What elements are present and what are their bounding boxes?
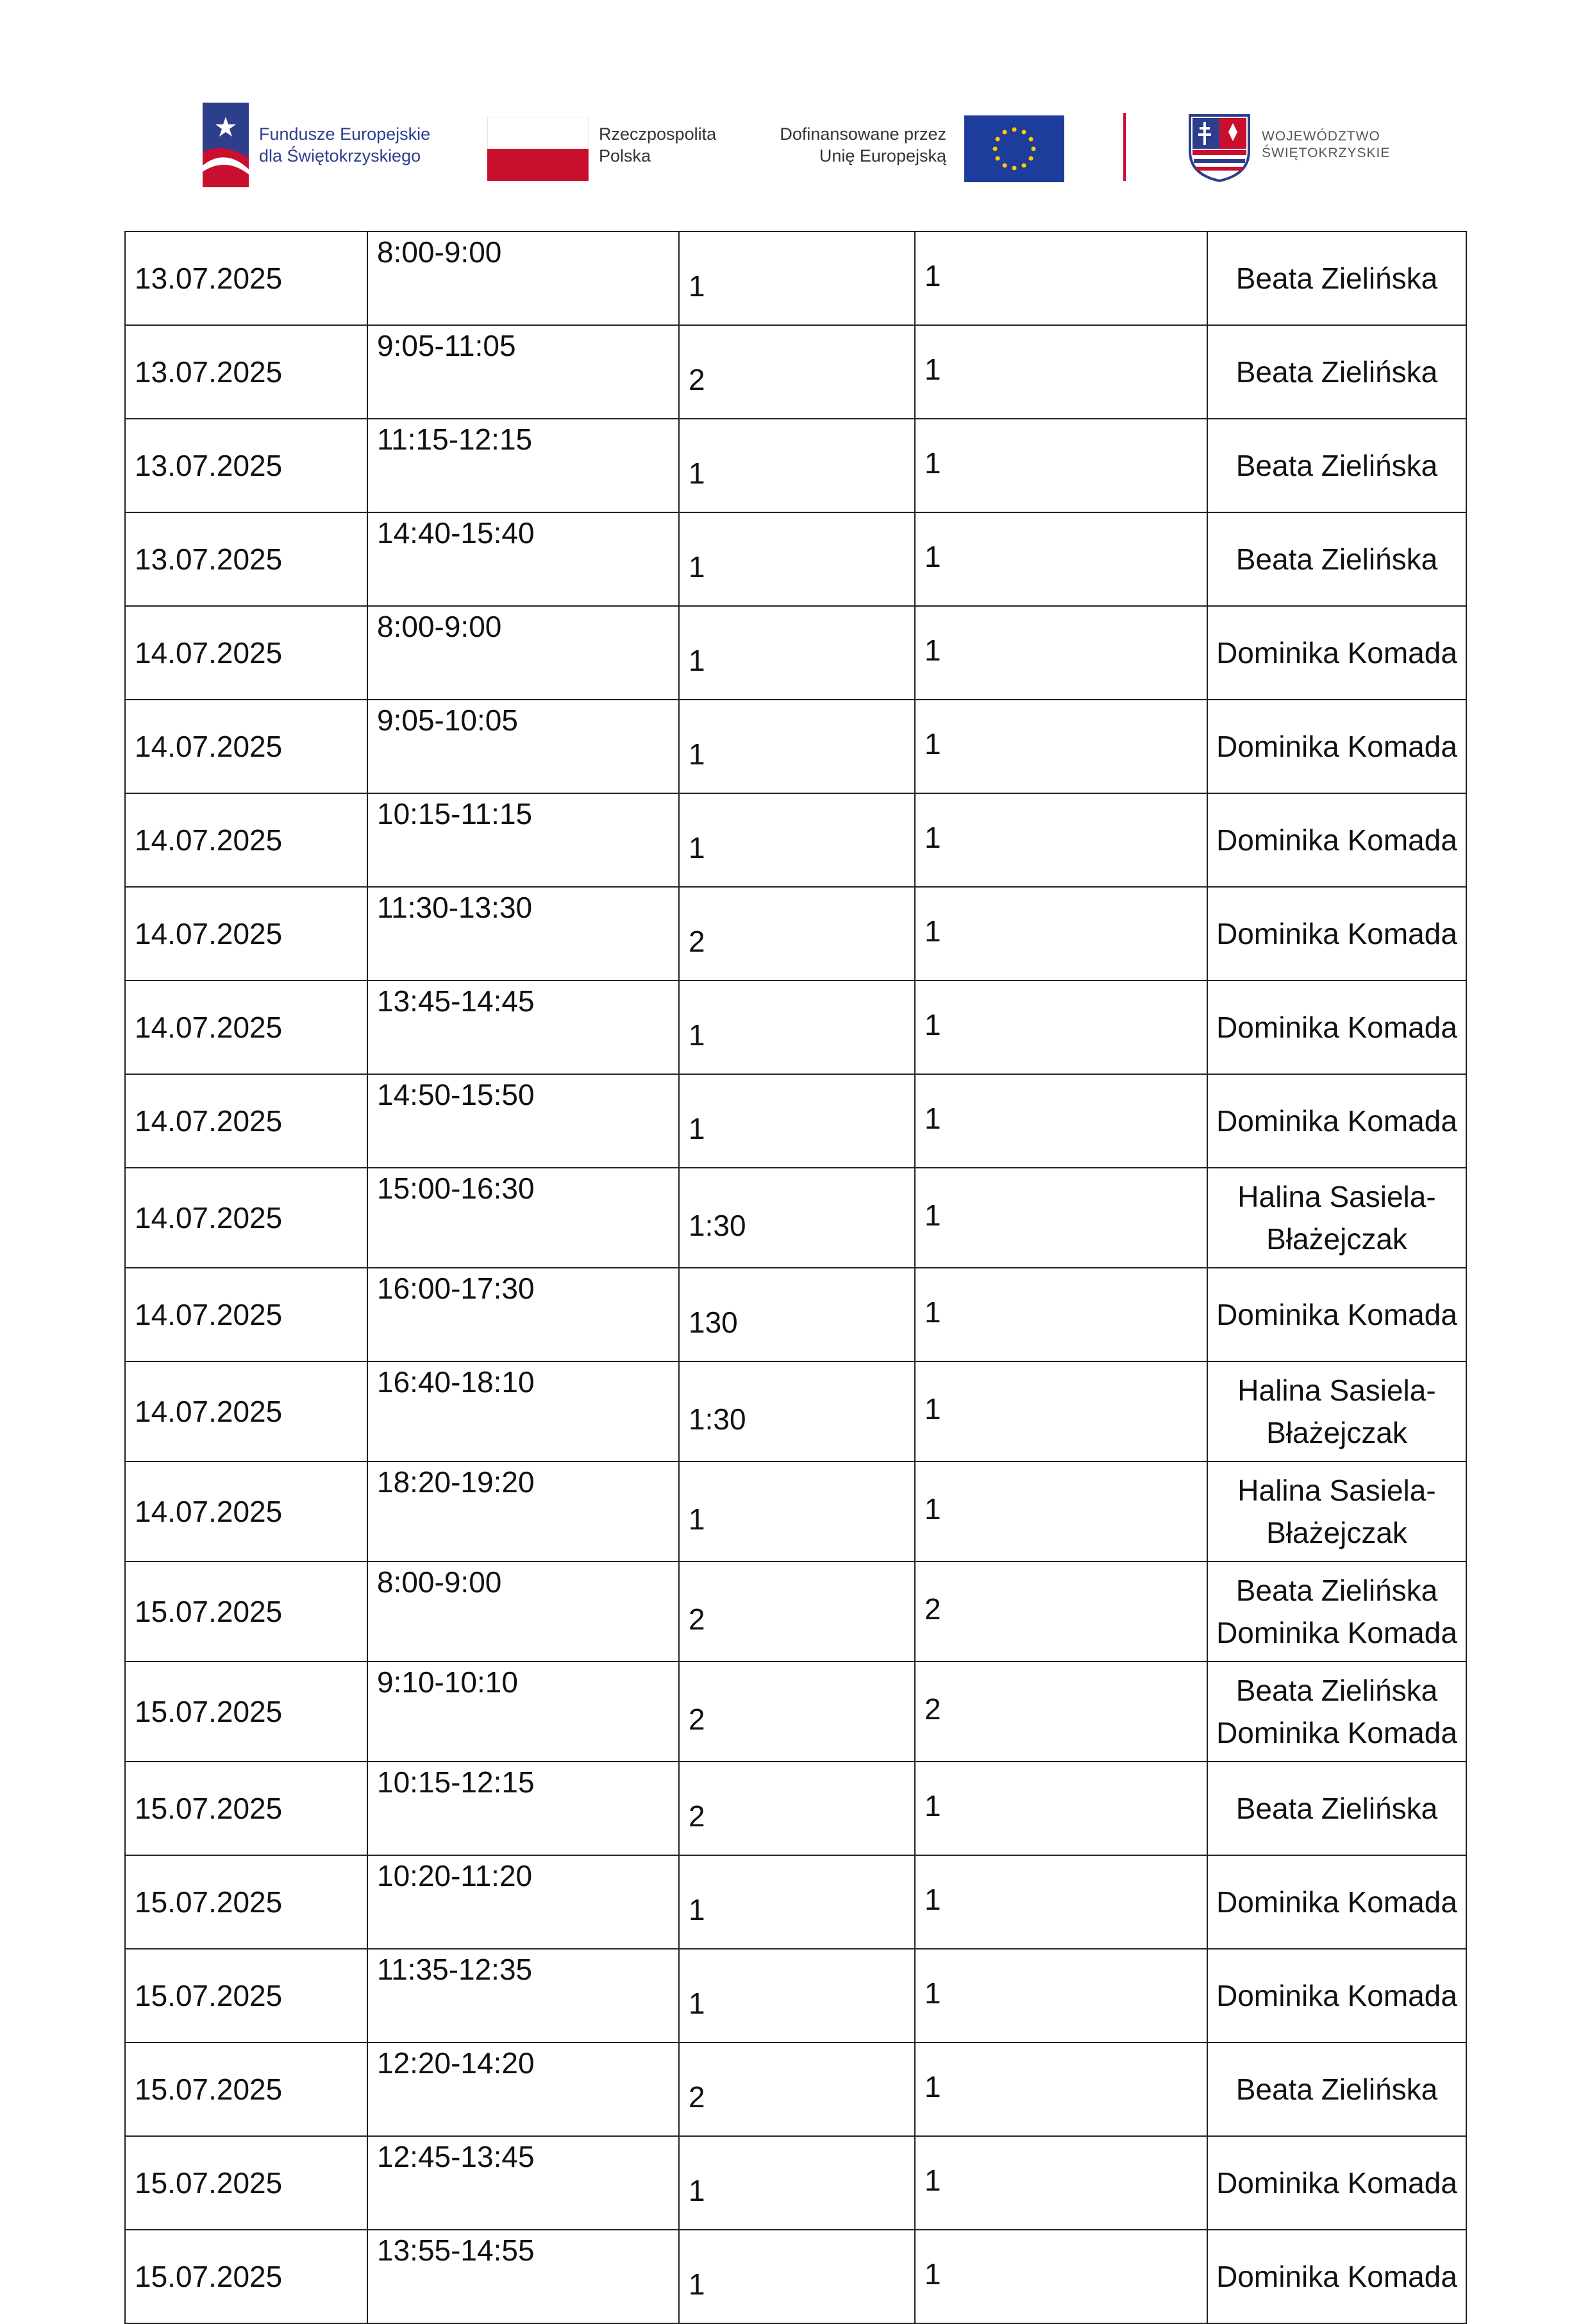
count-cell: 1 [915, 1461, 1207, 1562]
date-cell: 15.07.2025 [125, 1855, 367, 1949]
date-cell: 15.07.2025 [125, 1562, 367, 1662]
schedule-table-body [125, 232, 1466, 2323]
instructor-name: Dominika Komada [1216, 1716, 1457, 1749]
table-row [125, 1361, 1466, 1461]
hours-cell: 1 [679, 2136, 915, 2230]
count-cell: 1 [915, 232, 1207, 325]
fundusze-europejskie-text [259, 123, 430, 167]
instructor-cell [1207, 1361, 1466, 1461]
time-cell: 18:20-19:20 [367, 1461, 679, 1562]
date-cell: 14.07.2025 [125, 1361, 367, 1461]
instructor-name: Dominika Komada [1216, 1104, 1457, 1138]
instructor-cell [1207, 887, 1466, 981]
count-cell: 1 [915, 1268, 1207, 1361]
ws-line1: WOJEWÓDZTWO [1262, 129, 1380, 144]
table-row [125, 2230, 1466, 2323]
instructor-cell [1207, 1562, 1466, 1662]
instructor-cell [1207, 981, 1466, 1074]
instructor-name: Dominika Komada [1216, 1885, 1457, 1919]
instructor-name: Dominika Komada [1216, 1616, 1457, 1649]
fundusze-line2: dla Świętokrzyskiego [259, 146, 421, 165]
time-cell: 9:05-11:05 [367, 325, 679, 419]
count-cell: 1 [915, 887, 1207, 981]
date-cell: 13.07.2025 [125, 325, 367, 419]
instructor-cell [1207, 2136, 1466, 2230]
date-cell: 15.07.2025 [125, 1949, 367, 2042]
hours-cell: 1 [679, 981, 915, 1074]
schedule-table [124, 231, 1467, 2324]
time-cell: 8:00-9:00 [367, 1562, 679, 1662]
time-cell: 11:35-12:35 [367, 1949, 679, 2042]
instructor-cell [1207, 1855, 1466, 1949]
date-cell: 14.07.2025 [125, 793, 367, 887]
instructor-name: Błażejczak [1266, 1222, 1407, 1256]
instructor-cell [1207, 1268, 1466, 1361]
instructor-name: Dominika Komada [1216, 1011, 1457, 1044]
table-row [125, 981, 1466, 1074]
date-cell: 13.07.2025 [125, 232, 367, 325]
count-cell: 2 [915, 1662, 1207, 1762]
fundusze-line1: Fundusze Europejskie [259, 124, 431, 144]
hours-cell: 2 [679, 325, 915, 419]
instructor-name: Halina Sasiela- [1237, 1474, 1436, 1507]
date-cell: 15.07.2025 [125, 1662, 367, 1762]
table-row [125, 1268, 1466, 1361]
rp-line1: Rzeczpospolita [599, 124, 717, 144]
time-cell: 10:15-12:15 [367, 1762, 679, 1855]
table-row [125, 606, 1466, 700]
date-cell: 14.07.2025 [125, 1461, 367, 1562]
date-cell: 15.07.2025 [125, 1762, 367, 1855]
time-cell: 12:20-14:20 [367, 2042, 679, 2136]
count-cell: 1 [915, 793, 1207, 887]
time-cell: 14:50-15:50 [367, 1074, 679, 1168]
rp-line2: Polska [599, 146, 651, 165]
instructor-cell [1207, 325, 1466, 419]
time-cell: 16:00-17:30 [367, 1268, 679, 1361]
instructor-name: Dominika Komada [1216, 1298, 1457, 1331]
hours-cell: 1 [679, 700, 915, 793]
time-cell: 10:20-11:20 [367, 1855, 679, 1949]
hours-cell: 1 [679, 232, 915, 325]
count-cell: 1 [915, 1074, 1207, 1168]
date-cell: 14.07.2025 [125, 1268, 367, 1361]
table-row [125, 700, 1466, 793]
hours-cell: 1 [679, 793, 915, 887]
date-cell: 15.07.2025 [125, 2042, 367, 2136]
count-cell: 1 [915, 1361, 1207, 1461]
instructor-name: Dominika Komada [1216, 917, 1457, 950]
instructor-cell [1207, 2230, 1466, 2323]
instructor-name: Halina Sasiela- [1237, 1180, 1436, 1213]
instructor-cell [1207, 2042, 1466, 2136]
date-cell: 14.07.2025 [125, 606, 367, 700]
instructor-cell [1207, 1461, 1466, 1562]
date-cell: 13.07.2025 [125, 419, 367, 512]
instructor-name: Halina Sasiela- [1237, 1374, 1436, 1407]
ue-line1: Dofinansowane przez [780, 124, 946, 144]
instructor-name: Beata Zielińska [1235, 543, 1438, 576]
table-row [125, 1662, 1466, 1762]
instructor-cell [1207, 512, 1466, 606]
count-cell: 1 [915, 606, 1207, 700]
table-row [125, 793, 1466, 887]
table-row [125, 1074, 1466, 1168]
instructor-name: Beata Zielińska [1235, 355, 1438, 389]
eu-cofinanced-text [744, 123, 946, 167]
time-cell: 9:05-10:05 [367, 700, 679, 793]
count-cell: 1 [915, 2042, 1207, 2136]
ws-line2: ŚWIĘTOKRZYSKIE [1262, 146, 1391, 160]
hours-cell: 1 [679, 1461, 915, 1562]
instructor-cell [1207, 1662, 1466, 1762]
instructor-name: Błażejczak [1266, 1516, 1407, 1549]
table-row [125, 1949, 1466, 2042]
instructor-name: Dominika Komada [1216, 2260, 1457, 2293]
time-cell: 15:00-16:30 [367, 1168, 679, 1268]
table-row [125, 1168, 1466, 1268]
table-row [125, 1855, 1466, 1949]
hours-cell: 1 [679, 512, 915, 606]
hours-cell: 2 [679, 2042, 915, 2136]
date-cell: 14.07.2025 [125, 1168, 367, 1268]
table-row [125, 2042, 1466, 2136]
table-row [125, 1562, 1466, 1662]
instructor-cell [1207, 1949, 1466, 2042]
count-cell: 1 [915, 512, 1207, 606]
hours-cell: 2 [679, 1762, 915, 1855]
instructor-name: Dominika Komada [1216, 2166, 1457, 2200]
date-cell: 14.07.2025 [125, 887, 367, 981]
instructor-cell [1207, 793, 1466, 887]
hours-cell: 1 [679, 2230, 915, 2323]
instructor-cell [1207, 1074, 1466, 1168]
table-row [125, 1762, 1466, 1855]
instructor-name: Beata Zielińska [1235, 1574, 1438, 1607]
instructor-name: Dominika Komada [1216, 1979, 1457, 2012]
wojewodztwo-text [1262, 128, 1390, 162]
hours-cell: 2 [679, 1662, 915, 1762]
count-cell: 1 [915, 700, 1207, 793]
time-cell: 8:00-9:00 [367, 232, 679, 325]
instructor-cell [1207, 232, 1466, 325]
table-row [125, 512, 1466, 606]
hours-cell: 1 [679, 1949, 915, 2042]
time-cell: 13:55-14:55 [367, 2230, 679, 2323]
time-cell: 12:45-13:45 [367, 2136, 679, 2230]
instructor-name: Beata Zielińska [1235, 262, 1438, 295]
count-cell: 1 [915, 1168, 1207, 1268]
table-row [125, 325, 1466, 419]
instructor-name: Beata Zielińska [1235, 2073, 1438, 2106]
count-cell: 1 [915, 2136, 1207, 2230]
hours-cell: 1:30 [679, 1168, 915, 1268]
table-row [125, 887, 1466, 981]
date-cell: 15.07.2025 [125, 2230, 367, 2323]
eu-flag-icon [964, 115, 1064, 182]
time-cell: 13:45-14:45 [367, 981, 679, 1074]
instructor-name: Dominika Komada [1216, 730, 1457, 763]
hours-cell: 130 [679, 1268, 915, 1361]
instructor-name: Beata Zielińska [1235, 1674, 1438, 1707]
logo-bar [0, 0, 1590, 212]
count-cell: 1 [915, 2230, 1207, 2323]
instructor-name: Beata Zielińska [1235, 449, 1438, 482]
hours-cell: 1 [679, 1074, 915, 1168]
rzeczpospolita-text [599, 123, 716, 167]
time-cell: 16:40-18:10 [367, 1361, 679, 1461]
hours-cell: 1 [679, 606, 915, 700]
count-cell: 1 [915, 981, 1207, 1074]
count-cell: 1 [915, 1855, 1207, 1949]
count-cell: 1 [915, 325, 1207, 419]
table-row [125, 1461, 1466, 1562]
date-cell: 14.07.2025 [125, 981, 367, 1074]
count-cell: 1 [915, 1949, 1207, 2042]
polish-flag-icon [487, 117, 589, 181]
time-cell: 10:15-11:15 [367, 793, 679, 887]
date-cell: 14.07.2025 [125, 1074, 367, 1168]
time-cell: 11:30-13:30 [367, 887, 679, 981]
ue-line2: Unię Europejską [819, 146, 946, 165]
fundusze-europejskie-logo-icon [203, 103, 249, 187]
table-row [125, 2136, 1466, 2230]
instructor-name: Błażejczak [1266, 1416, 1407, 1449]
count-cell: 1 [915, 419, 1207, 512]
instructor-cell [1207, 1762, 1466, 1855]
count-cell: 2 [915, 1562, 1207, 1662]
hours-cell: 1 [679, 1855, 915, 1949]
time-cell: 8:00-9:00 [367, 606, 679, 700]
instructor-cell [1207, 606, 1466, 700]
wojewodztwo-coat-of-arms-icon [1187, 113, 1251, 183]
instructor-cell [1207, 700, 1466, 793]
date-cell: 15.07.2025 [125, 2136, 367, 2230]
time-cell: 14:40-15:40 [367, 512, 679, 606]
date-cell: 14.07.2025 [125, 700, 367, 793]
logo-separator [1123, 113, 1126, 181]
instructor-name: Dominika Komada [1216, 823, 1457, 857]
time-cell: 11:15-12:15 [367, 419, 679, 512]
hours-cell: 2 [679, 887, 915, 981]
instructor-name: Dominika Komada [1216, 636, 1457, 669]
table-row [125, 419, 1466, 512]
hours-cell: 1:30 [679, 1361, 915, 1461]
hours-cell: 1 [679, 419, 915, 512]
instructor-cell [1207, 1168, 1466, 1268]
instructor-cell [1207, 419, 1466, 512]
instructor-name: Beata Zielińska [1235, 1792, 1438, 1825]
time-cell: 9:10-10:10 [367, 1662, 679, 1762]
date-cell: 13.07.2025 [125, 512, 367, 606]
table-row [125, 232, 1466, 325]
hours-cell: 2 [679, 1562, 915, 1662]
count-cell: 1 [915, 1762, 1207, 1855]
